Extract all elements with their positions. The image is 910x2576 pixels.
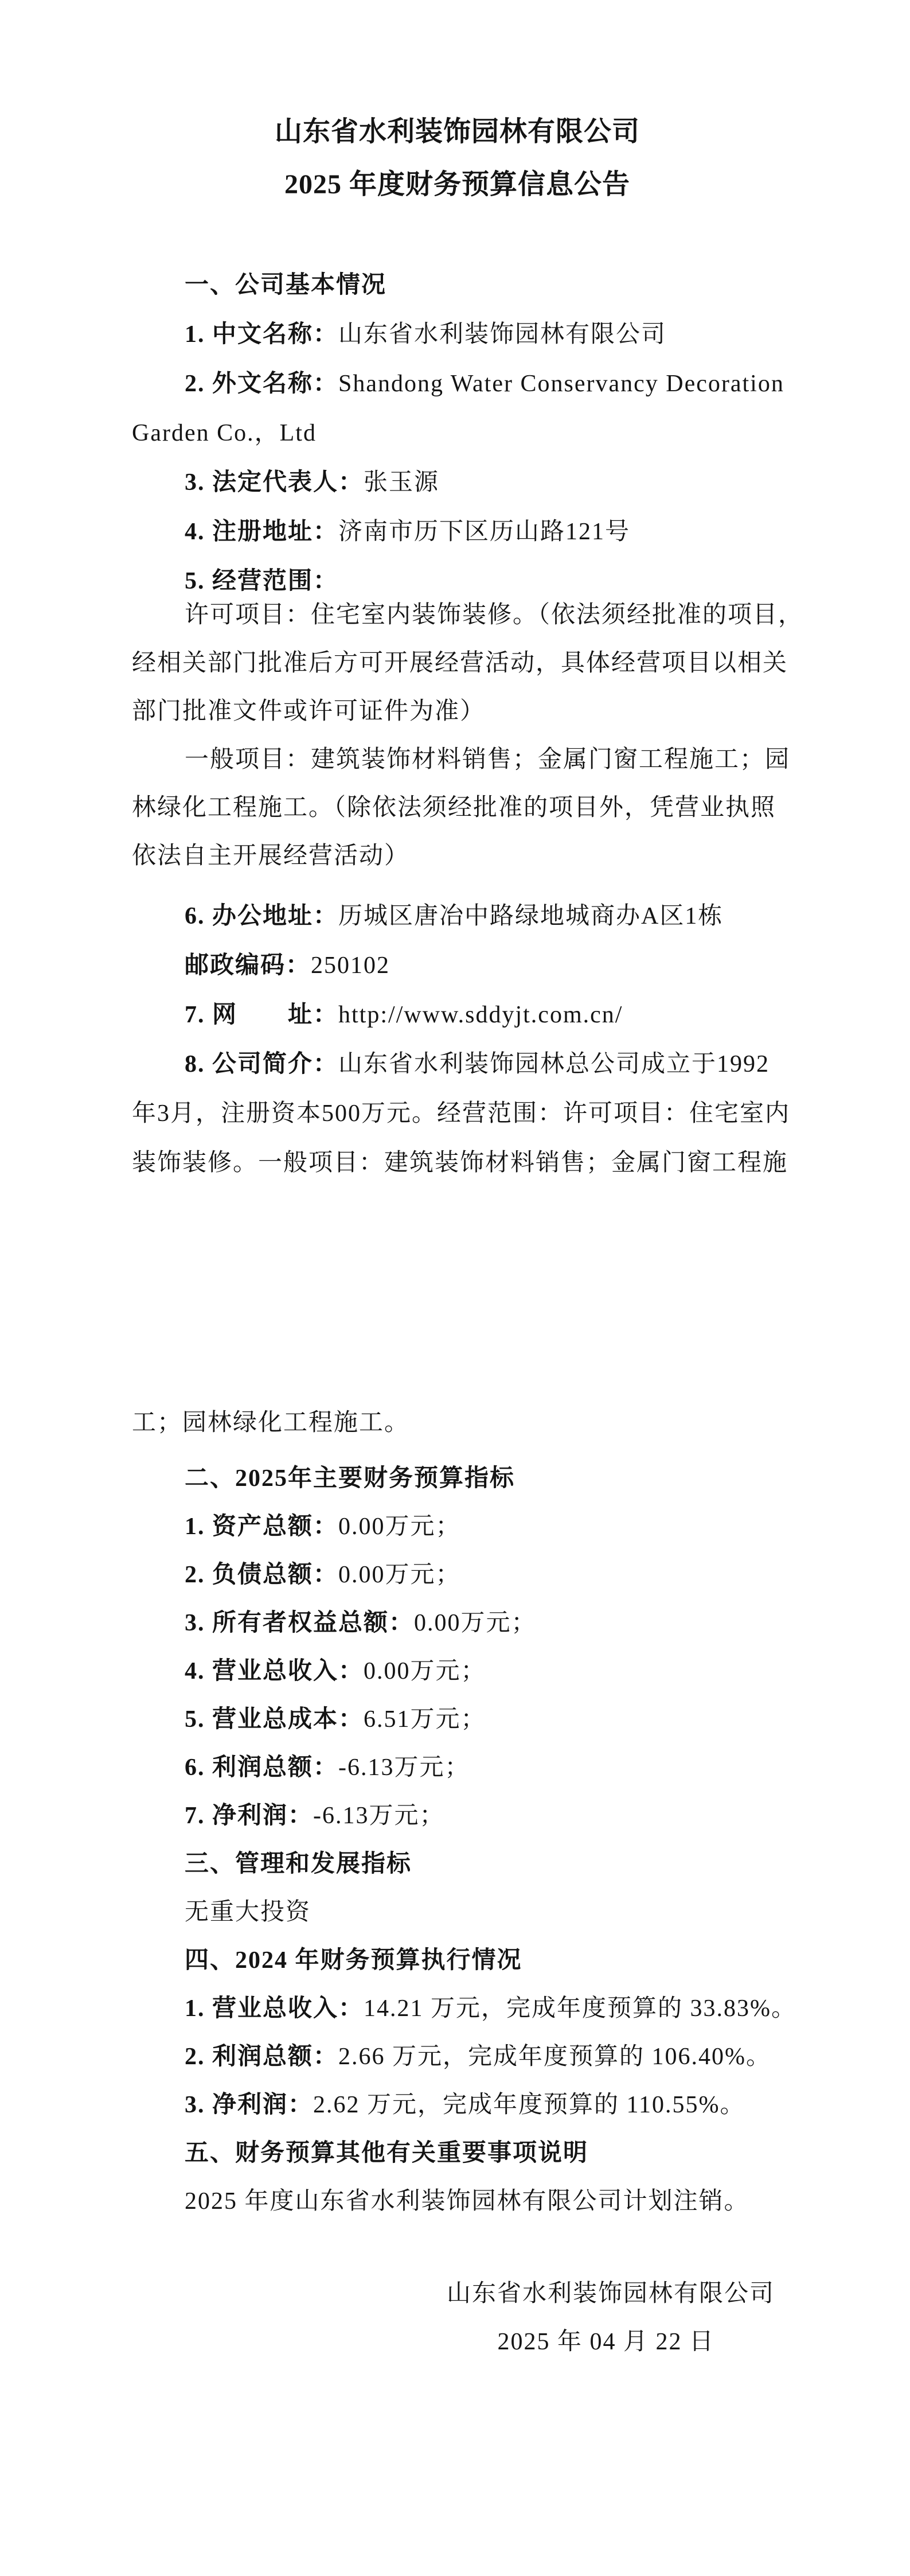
text-line: 2025 年度山东省水利装饰园林有限公司计划注销。 [185, 2188, 749, 2215]
item-value: Shandong Water Conservancy Decoration [338, 371, 784, 397]
item-label: 7. 净利润： [185, 1803, 314, 1829]
item-label: 邮政编码： [185, 952, 311, 979]
text-line: 无重大投资 [185, 1899, 311, 1925]
item-label: 1. 中文名称： [185, 321, 339, 348]
list-item [132, 892, 783, 941]
list-item [132, 1744, 783, 1792]
list-item [132, 1695, 783, 1744]
list-item [132, 310, 783, 359]
paragraph-line [132, 639, 788, 687]
paragraph-gap [132, 880, 783, 892]
text-line: 二、2025年主要财务预算指标 [185, 1465, 515, 1492]
item-label: 2. 负债总额： [185, 1562, 339, 1588]
item-value: http://www.sddyjt.com.cn/ [338, 1002, 623, 1028]
item-label: 6. 办公地址： [185, 903, 339, 929]
list-item [132, 458, 783, 507]
paragraph-line [132, 1888, 783, 1936]
paragraph-line [132, 591, 804, 639]
list-item [132, 2081, 783, 2129]
item-value: 2.62 万元，完成年度预算的 110.55%。 [313, 2092, 745, 2118]
paragraph-line [132, 736, 791, 784]
item-label: 1. 营业总收入： [185, 1995, 364, 2022]
page-1-body [132, 260, 804, 1188]
text-line: 四、2024 年财务预算执行情况 [185, 1947, 522, 1974]
list-item [132, 507, 783, 557]
text-line: 依法自主开展经营活动） [132, 843, 410, 869]
text-line: 五、财务预算其他有关重要事项说明 [185, 2140, 589, 2166]
item-value: 山东省水利装饰园林总公司成立于1992 [338, 1051, 770, 1077]
item-label: 8. 公司简介： [185, 1051, 339, 1077]
line-gap [132, 1447, 783, 1454]
item-label: 3. 所有者权益总额： [185, 1610, 415, 1636]
paragraph-line [132, 1089, 791, 1138]
text-line: Garden Co.，Ltd [132, 420, 317, 446]
paragraph-line [132, 687, 783, 736]
document-title-line2: 2025 年度财务预算信息公告 [284, 169, 630, 200]
list-item [132, 1551, 783, 1599]
text-line: 三、管理和发展指标 [185, 1851, 412, 1877]
text-line: 装饰装修。一般项目：建筑装饰材料销售；金属门窗工程施 [132, 1150, 788, 1176]
item-label: 7. 网 址： [185, 1002, 339, 1028]
item-value: -6.13万元； [313, 1803, 445, 1829]
list-item [132, 990, 783, 1040]
paragraph-line [132, 1399, 783, 1447]
paragraph-line [132, 832, 783, 880]
text-line: 一、公司基本情况 [185, 272, 387, 298]
section-heading [132, 1936, 783, 1984]
date [132, 2318, 783, 2366]
paragraph-line [132, 1138, 788, 1188]
text-line: 许可项目：住宅室内装饰装修。（依法须经批准的项目， [185, 602, 804, 628]
item-label: 4. 注册地址： [185, 519, 339, 545]
signature-gap [132, 2225, 783, 2270]
signature [132, 2270, 783, 2318]
section-heading [132, 1454, 783, 1503]
paragraph-line [132, 408, 783, 458]
list-item [132, 2033, 783, 2081]
page-2-body [132, 1399, 797, 2366]
item-value: 0.00万元； [414, 1610, 537, 1636]
item-value: 山东省水利装饰园林有限公司 [338, 321, 667, 348]
list-item [132, 1503, 783, 1551]
text-line: 工；园林绿化工程施工。 [132, 1410, 410, 1436]
paragraph-line [132, 2177, 783, 2225]
section-heading [132, 1840, 783, 1888]
item-value: 0.00万元； [338, 1513, 461, 1540]
paragraph-line [132, 784, 783, 832]
item-value: 张玉源 [364, 469, 440, 496]
text-line: 年3月，注册资本500万元。经营范围：许可项目：住宅室内 [132, 1100, 791, 1127]
text-line: 部门批准文件或许可证件为准） [132, 698, 486, 725]
item-value: 济南市历下区历山路121号 [338, 519, 631, 545]
list-item [132, 941, 783, 990]
text-line: 林绿化工程施工。（除依法须经批准的项目外，凭营业执照 [132, 795, 776, 821]
item-value: 2.66 万元，完成年度预算的 106.40%。 [338, 2044, 772, 2070]
item-label: 1. 资产总额： [185, 1513, 339, 1540]
item-label: 4. 营业总收入： [185, 1658, 364, 1684]
list-item [132, 1040, 783, 1089]
item-label: 6. 利润总额： [185, 1754, 339, 1781]
item-value: 6.51万元； [364, 1706, 486, 1733]
text-line: 山东省水利装饰园林有限公司 [446, 2281, 775, 2307]
list-item [132, 359, 783, 408]
item-label: 2. 外文名称： [185, 371, 339, 397]
text-line: 2025 年 04 月 22 日 [497, 2329, 714, 2355]
text-line: 一般项目：建筑装饰材料销售；金属门窗工程施工；园 [185, 746, 791, 773]
item-label: 3. 净利润： [185, 2092, 314, 2118]
section-heading [132, 2129, 783, 2177]
item-value: 0.00万元； [364, 1658, 486, 1684]
list-item [132, 1792, 783, 1840]
document-title-line1: 山东省水利装饰园林有限公司 [274, 116, 640, 147]
item-label: 5. 营业总成本： [185, 1706, 364, 1733]
list-item [132, 1647, 783, 1695]
list-item [132, 1984, 797, 2033]
item-label: 2. 利润总额： [185, 2044, 339, 2070]
text-line: 经相关部门批准后方可开展经营活动，具体经营项目以相关 [132, 650, 788, 676]
item-label: 5. 经营范围： [185, 568, 339, 594]
item-label: 3. 法定代表人： [185, 469, 364, 496]
item-value: 14.21 万元，完成年度预算的 33.83%。 [364, 1995, 797, 2022]
list-item [132, 1599, 783, 1647]
section-heading [132, 260, 783, 310]
item-value: 历城区唐冶中路绿地城商办A区1栋 [338, 903, 724, 929]
item-value: -6.13万元； [338, 1754, 470, 1781]
item-value: 0.00万元； [338, 1562, 461, 1588]
item-value: 250102 [311, 952, 390, 979]
